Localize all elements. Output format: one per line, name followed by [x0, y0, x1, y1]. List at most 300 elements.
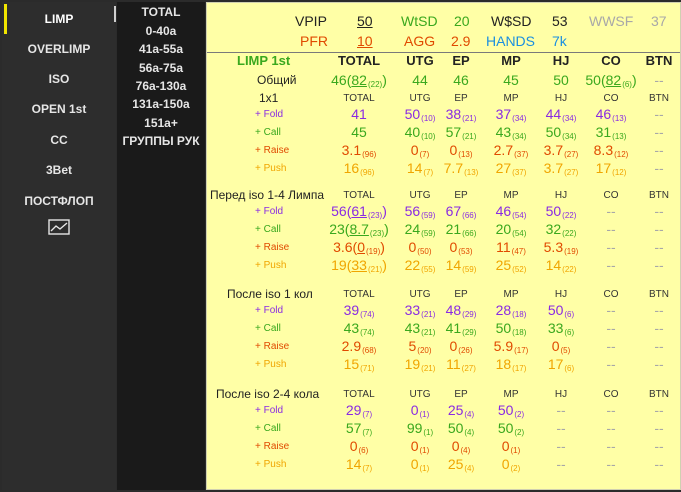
- cell-sample: (21): [367, 265, 383, 274]
- section-col-header: UTG: [409, 190, 431, 201]
- cell-sub-value: 61: [351, 203, 367, 219]
- filter-nav: [117, 2, 205, 490]
- cell-value: --: [606, 320, 616, 336]
- stat-cell: [629, 124, 681, 140]
- row-label: + Fold: [255, 405, 284, 416]
- pfr-value: 10: [357, 33, 373, 49]
- cell-sample: (34): [512, 114, 527, 123]
- cell-sample: (19): [564, 247, 579, 256]
- cell-value: 46: [331, 72, 347, 88]
- col-header: EP: [452, 53, 470, 68]
- cell-value: --: [654, 338, 664, 354]
- wsd-value: 53: [552, 13, 568, 29]
- cell-sample: (6): [564, 328, 575, 337]
- cell-sub-value: 82: [605, 72, 622, 88]
- cell-value: 50: [545, 203, 562, 219]
- cell-sub-value: 8.7: [349, 221, 369, 237]
- stat-cell: [329, 420, 389, 436]
- cell-sample: (6): [622, 80, 632, 89]
- cell-value: --: [606, 203, 616, 219]
- cell-value: 0: [501, 456, 510, 472]
- cell-value: --: [556, 420, 566, 436]
- stat-cell: [629, 142, 681, 158]
- cell-sample: (68): [362, 346, 377, 355]
- hands-value: 7k: [552, 33, 567, 49]
- row-label: + Raise: [255, 145, 290, 156]
- cell-value: 33: [404, 302, 421, 318]
- cell-value: 32: [545, 221, 562, 237]
- cell-value: --: [606, 239, 616, 255]
- cell-value: --: [606, 420, 616, 436]
- cell-value: 57: [345, 420, 362, 436]
- cell-sample: (52): [512, 265, 527, 274]
- cell-sample: (22): [562, 211, 577, 220]
- cell-sample: (5): [560, 346, 571, 355]
- cell-value: --: [606, 221, 616, 237]
- cell-sub-value: 33: [351, 257, 367, 273]
- cell-value: --: [606, 438, 616, 454]
- cell-sample: (22): [562, 265, 577, 274]
- cell-sample: (4): [460, 446, 471, 455]
- stat-cell: [329, 438, 389, 454]
- cell-sample: (27): [564, 168, 579, 177]
- row-label: + Raise: [255, 441, 290, 452]
- cell-sample: (6): [358, 446, 369, 455]
- stat-cell: [629, 420, 681, 436]
- cell-value: 19: [404, 356, 421, 372]
- section-col-header: CO: [603, 289, 619, 300]
- section-col-header: CO: [603, 93, 619, 104]
- cell-value: --: [654, 438, 664, 454]
- cell-value: --: [654, 356, 664, 372]
- stat-cell: [629, 160, 681, 176]
- cell-sample: (6): [564, 364, 575, 373]
- cell-value: 2.7: [493, 142, 514, 158]
- cell-value: 0: [410, 438, 419, 454]
- stat-cell: [629, 302, 681, 318]
- vpip-value: 50: [357, 13, 373, 29]
- stat-cell: [329, 142, 389, 158]
- stat-cell: [329, 124, 389, 140]
- filter-131a-150a[interactable]: 131a-150a: [132, 97, 190, 111]
- nav-postflop[interactable]: ПОСТФЛОП: [24, 194, 94, 208]
- cell-value: 17: [595, 160, 612, 176]
- col-header: HJ: [552, 53, 570, 68]
- cell-value: 40: [404, 124, 421, 140]
- nav-cc[interactable]: CC: [50, 133, 68, 147]
- cell-sample: (50): [417, 247, 432, 256]
- cell-sample: (34): [562, 114, 577, 123]
- filter-56a-75a[interactable]: 56a-75a: [138, 61, 184, 75]
- cell-sample: (20): [417, 346, 432, 355]
- stat-cell: [629, 356, 681, 372]
- cell-value: 50: [497, 402, 514, 418]
- section-col-header: TOTAL: [343, 190, 375, 201]
- stat-cell: [329, 402, 389, 418]
- section-title: 1x1: [259, 91, 279, 105]
- cell-sample: (37): [512, 168, 527, 177]
- stat-cell: [629, 203, 681, 219]
- section-col-header: MP: [503, 289, 519, 300]
- wtsd-value: 20: [454, 13, 470, 29]
- cell-value: --: [606, 356, 616, 372]
- pfr-label: PFR: [300, 33, 328, 49]
- cell-value: 17: [547, 356, 564, 372]
- cell-value: 50: [447, 420, 464, 436]
- cell-value: --: [606, 338, 616, 354]
- row-label: + Push: [255, 359, 287, 370]
- nav-overlimp[interactable]: OVERLIMP: [27, 42, 91, 56]
- section-col-header: TOTAL: [343, 389, 375, 400]
- cell-sample: (21): [421, 364, 436, 373]
- cell-value: 11: [496, 239, 511, 255]
- cell-sample: (13): [612, 114, 627, 123]
- cell-sample: (13): [612, 132, 627, 141]
- cell-value: 0: [408, 239, 417, 255]
- cell-value: 50: [497, 420, 514, 436]
- section-col-header: CO: [603, 389, 619, 400]
- filter-0-40a[interactable]: 0-40a: [145, 24, 177, 38]
- cell-value: 5.9: [493, 338, 514, 354]
- cell-sample: (4): [464, 464, 475, 473]
- section-col-header: EP: [454, 389, 468, 400]
- cell-value: --: [654, 160, 664, 176]
- cell-value: --: [654, 456, 664, 472]
- cell-sample: (1): [419, 446, 430, 455]
- cell-value: 18: [495, 356, 512, 372]
- cell-sample: (29): [462, 328, 477, 337]
- cell-value: 7.7: [443, 160, 464, 176]
- cell-sample: (2): [514, 428, 525, 437]
- cell-value: --: [654, 420, 664, 436]
- cell-value: 39: [343, 302, 360, 318]
- cell-sample: (23): [367, 211, 383, 220]
- stat-cell: [629, 320, 681, 336]
- nav-limp[interactable]: LIMP: [44, 12, 74, 26]
- cell-sample: (7): [419, 150, 430, 159]
- cell-value: 50: [545, 124, 562, 140]
- cell-sample: (74): [360, 328, 375, 337]
- cell-sample: (59): [421, 229, 436, 238]
- cell-sample: (29): [462, 310, 477, 319]
- cell-value: --: [654, 302, 664, 318]
- cell-value: --: [654, 142, 664, 158]
- wsd-label: W$SD: [491, 13, 532, 29]
- cell-value: 22: [404, 257, 421, 273]
- row-label-overall: Общий: [257, 73, 297, 87]
- overall-cell: --: [654, 72, 664, 88]
- cell-sample: (37): [514, 150, 529, 159]
- row-label: + Call: [255, 323, 281, 334]
- overall-cell: 46: [453, 72, 469, 88]
- cell-sample: (7): [362, 428, 373, 437]
- row-label: + Fold: [255, 206, 284, 217]
- cell-value: --: [606, 302, 616, 318]
- cell-sample: (7): [423, 168, 434, 177]
- stats-panel: [206, 2, 681, 490]
- cell-value: 27: [495, 160, 512, 176]
- section-col-header: HJ: [554, 190, 568, 201]
- cell-value: 23: [329, 221, 345, 237]
- cell-value: --: [654, 402, 664, 418]
- cell-value: 45: [351, 124, 367, 140]
- cell-value: 0: [451, 438, 460, 454]
- cell-sample: (7): [362, 464, 373, 473]
- stat-cell: [329, 456, 389, 472]
- chart-icon[interactable]: [48, 219, 70, 235]
- cell-value: --: [556, 402, 566, 418]
- wwsf-value: 37: [651, 13, 667, 29]
- agg-label: AGG: [404, 33, 436, 49]
- cell-value: 5: [408, 338, 417, 354]
- overall-cell: 50: [553, 72, 569, 88]
- stat-cell: [629, 257, 681, 273]
- cell-sample: (1): [510, 446, 521, 455]
- cell-sample: (21): [462, 132, 477, 141]
- vpip-label: VPIP: [295, 13, 327, 29]
- stat-cell: [629, 338, 681, 354]
- filter-41a-55a[interactable]: 41a-55a: [138, 42, 184, 56]
- cell-sample: (13): [464, 168, 479, 177]
- cell-value: 3.7: [543, 160, 564, 176]
- cell-value: 14: [406, 160, 423, 176]
- cell-sample: (59): [462, 265, 477, 274]
- cell-value: 14: [345, 456, 362, 472]
- cell-sample: (34): [562, 132, 577, 141]
- cell-value: 46: [595, 106, 612, 122]
- cell-sample: (1): [419, 464, 430, 473]
- cell-value: --: [654, 221, 664, 237]
- row-label: + Push: [255, 459, 287, 470]
- nav-iso[interactable]: ISO: [48, 72, 70, 86]
- cell-value: 20: [495, 221, 512, 237]
- cell-value: 48: [445, 302, 462, 318]
- filter-total[interactable]: TOTAL: [141, 5, 181, 19]
- stat-cell: [329, 160, 389, 176]
- cell-value: 43: [404, 320, 421, 336]
- cell-value: --: [606, 402, 616, 418]
- cell-sample: (53): [458, 247, 473, 256]
- cell-value: 31: [595, 124, 612, 140]
- cell-sample: (10): [421, 114, 436, 123]
- cell-value: --: [606, 257, 616, 273]
- cell-sample: (18): [512, 310, 527, 319]
- col-header: UTG: [406, 53, 434, 68]
- cell-sample: (96): [360, 168, 375, 177]
- cell-sample: (12): [614, 150, 629, 159]
- cell-value: 50: [585, 72, 601, 88]
- cell-sample: (21): [421, 310, 436, 319]
- cell-value: 3.7: [543, 142, 564, 158]
- section-col-header: MP: [503, 190, 519, 201]
- cell-value: 14: [445, 257, 462, 273]
- cell-sample: (1): [419, 410, 430, 419]
- cell-value: --: [654, 203, 664, 219]
- nav-separator: [114, 6, 116, 22]
- row-label: + Fold: [255, 305, 284, 316]
- cell-sample: (13): [458, 150, 473, 159]
- section-col-header: EP: [454, 289, 468, 300]
- overall-cell: $50(82_{(6)})$: [585, 72, 637, 89]
- cell-sub-value: 82: [351, 72, 367, 88]
- cell-value: 25: [447, 456, 464, 472]
- overall-cell: $46(82_{(22)})$: [331, 72, 387, 89]
- nav-3bet[interactable]: 3Bet: [45, 163, 72, 177]
- cell-sample: (22): [562, 229, 577, 238]
- section-col-header: EP: [454, 190, 468, 201]
- cell-value: 37: [495, 106, 512, 122]
- left-nav: [2, 2, 116, 490]
- table-title: LIMP 1st: [237, 53, 291, 68]
- cell-value: 50: [547, 302, 564, 318]
- section-col-header: TOTAL: [343, 93, 375, 104]
- cell-value: --: [654, 239, 664, 255]
- section-col-header: BTN: [649, 289, 669, 300]
- stat-cell: [629, 438, 681, 454]
- cell-sample: (2): [510, 464, 521, 473]
- cell-sample: (18): [512, 328, 527, 337]
- nav-open-1st[interactable]: OPEN 1st: [31, 102, 87, 116]
- cell-value: 67: [445, 203, 462, 219]
- cell-sample: (21): [462, 114, 477, 123]
- cell-value: --: [606, 456, 616, 472]
- cell-sample: (1): [423, 428, 434, 437]
- section-col-header: BTN: [649, 93, 669, 104]
- stat-cell: [629, 221, 681, 237]
- stat-cell: [629, 402, 681, 418]
- cell-sample: (2): [514, 410, 525, 419]
- section-col-header: UTG: [409, 93, 431, 104]
- wwsf-label: WWSF: [589, 13, 634, 29]
- cell-value: 38: [445, 106, 462, 122]
- cell-sample: (21): [421, 328, 436, 337]
- cell-value: 25: [447, 402, 464, 418]
- cell-sample: (7): [362, 410, 373, 419]
- cell-value: 44: [545, 106, 562, 122]
- cell-value: 56: [331, 203, 347, 219]
- cell-sample: (59): [421, 211, 436, 220]
- col-header: TOTAL: [337, 53, 381, 68]
- cell-value: 41: [445, 320, 462, 336]
- cell-value: 50: [404, 106, 421, 122]
- section-col-header: TOTAL: [343, 289, 375, 300]
- overall-cell: 44: [412, 72, 428, 88]
- cell-value: 3.1: [341, 142, 362, 158]
- cell-value: 11: [446, 356, 461, 372]
- section-col-header: HJ: [554, 289, 568, 300]
- cell-value: 28: [495, 302, 512, 318]
- cell-sample: (26): [458, 346, 473, 355]
- section-title: После iso 2-4 кола: [216, 387, 320, 401]
- cell-sample: (12): [612, 168, 627, 177]
- agg-value: 2.9: [451, 33, 471, 49]
- cell-value: 43: [495, 124, 512, 140]
- cell-value: --: [556, 438, 566, 454]
- cell-value: 57: [445, 124, 462, 140]
- cell-value: 16: [343, 160, 360, 176]
- row-label: + Call: [255, 423, 281, 434]
- cell-sample: (71): [360, 364, 375, 373]
- cell-sample: (22): [367, 80, 383, 89]
- cell-sample: (17): [512, 364, 527, 373]
- col-header: CO: [601, 53, 621, 68]
- section-col-header: UTG: [409, 289, 431, 300]
- cell-value: 0: [449, 142, 458, 158]
- section-col-header: MP: [503, 389, 519, 400]
- cell-value: 0: [349, 438, 358, 454]
- stat-cell: [329, 338, 389, 354]
- cell-sample: (74): [360, 310, 375, 319]
- col-header: MP: [501, 53, 521, 68]
- cell-value: 14: [545, 257, 562, 273]
- cell-value: 5.3: [543, 239, 564, 255]
- cell-value: 46: [495, 203, 512, 219]
- cell-sample: (17): [514, 346, 529, 355]
- section-title: Перед iso 1-4 Лимпа: [210, 188, 325, 202]
- section-col-header: BTN: [649, 190, 669, 201]
- cell-value: 0: [449, 338, 458, 354]
- cell-sample: (47): [511, 247, 526, 256]
- cell-value: 33: [547, 320, 564, 336]
- section-col-header: MP: [503, 93, 519, 104]
- overall-cell: 45: [503, 72, 519, 88]
- cell-value: 0: [551, 338, 560, 354]
- section-col-header: HJ: [554, 389, 568, 400]
- section-col-header: HJ: [554, 93, 568, 104]
- stat-cell: [329, 106, 389, 122]
- cell-value: --: [654, 124, 664, 140]
- cell-value: 56: [404, 203, 421, 219]
- wtsd-label: WtSD: [401, 13, 438, 29]
- cell-value: 2.9: [341, 338, 362, 354]
- cell-value: 41: [351, 106, 367, 122]
- cell-sample: (10): [421, 132, 436, 141]
- row-label: + Push: [255, 260, 287, 271]
- section-title: После iso 1 кол: [227, 287, 313, 301]
- cell-value: 0: [410, 142, 419, 158]
- cell-value: --: [654, 320, 664, 336]
- cell-value: 0: [449, 239, 458, 255]
- filter-76a-130a[interactable]: 76a-130a: [135, 79, 187, 93]
- stat-cell: [329, 320, 389, 336]
- cell-value: 24: [404, 221, 421, 237]
- stat-cell: [629, 106, 681, 122]
- section-col-header: BTN: [649, 389, 669, 400]
- cell-sample: (54): [512, 211, 527, 220]
- stat-cell: $3.6(0_{(19)})$: [333, 239, 385, 256]
- cell-value: 15: [343, 356, 360, 372]
- cell-value: --: [654, 257, 664, 273]
- cell-value: --: [654, 106, 664, 122]
- cell-value: 29: [345, 402, 362, 418]
- cell-sample: (6): [564, 310, 575, 319]
- cell-sample: (96): [362, 150, 377, 159]
- stat-cell: $19(33_{(21)})$: [331, 257, 387, 274]
- section-col-header: UTG: [409, 389, 431, 400]
- cell-value: 8.3: [593, 142, 614, 158]
- cell-sample: (27): [564, 150, 579, 159]
- cell-sample: (4): [464, 428, 475, 437]
- cell-value: 99: [406, 420, 423, 436]
- row-label: + Raise: [255, 242, 290, 253]
- cell-value: 0: [410, 402, 419, 418]
- cell-sample: (23): [369, 229, 385, 238]
- cell-sample: (66): [462, 229, 477, 238]
- filter-hand-groups[interactable]: ГРУППЫ РУК: [122, 134, 200, 148]
- filter-151a-plus[interactable]: 151a+: [144, 116, 178, 130]
- cell-value: 25: [495, 257, 512, 273]
- cell-sample: (4): [464, 410, 475, 419]
